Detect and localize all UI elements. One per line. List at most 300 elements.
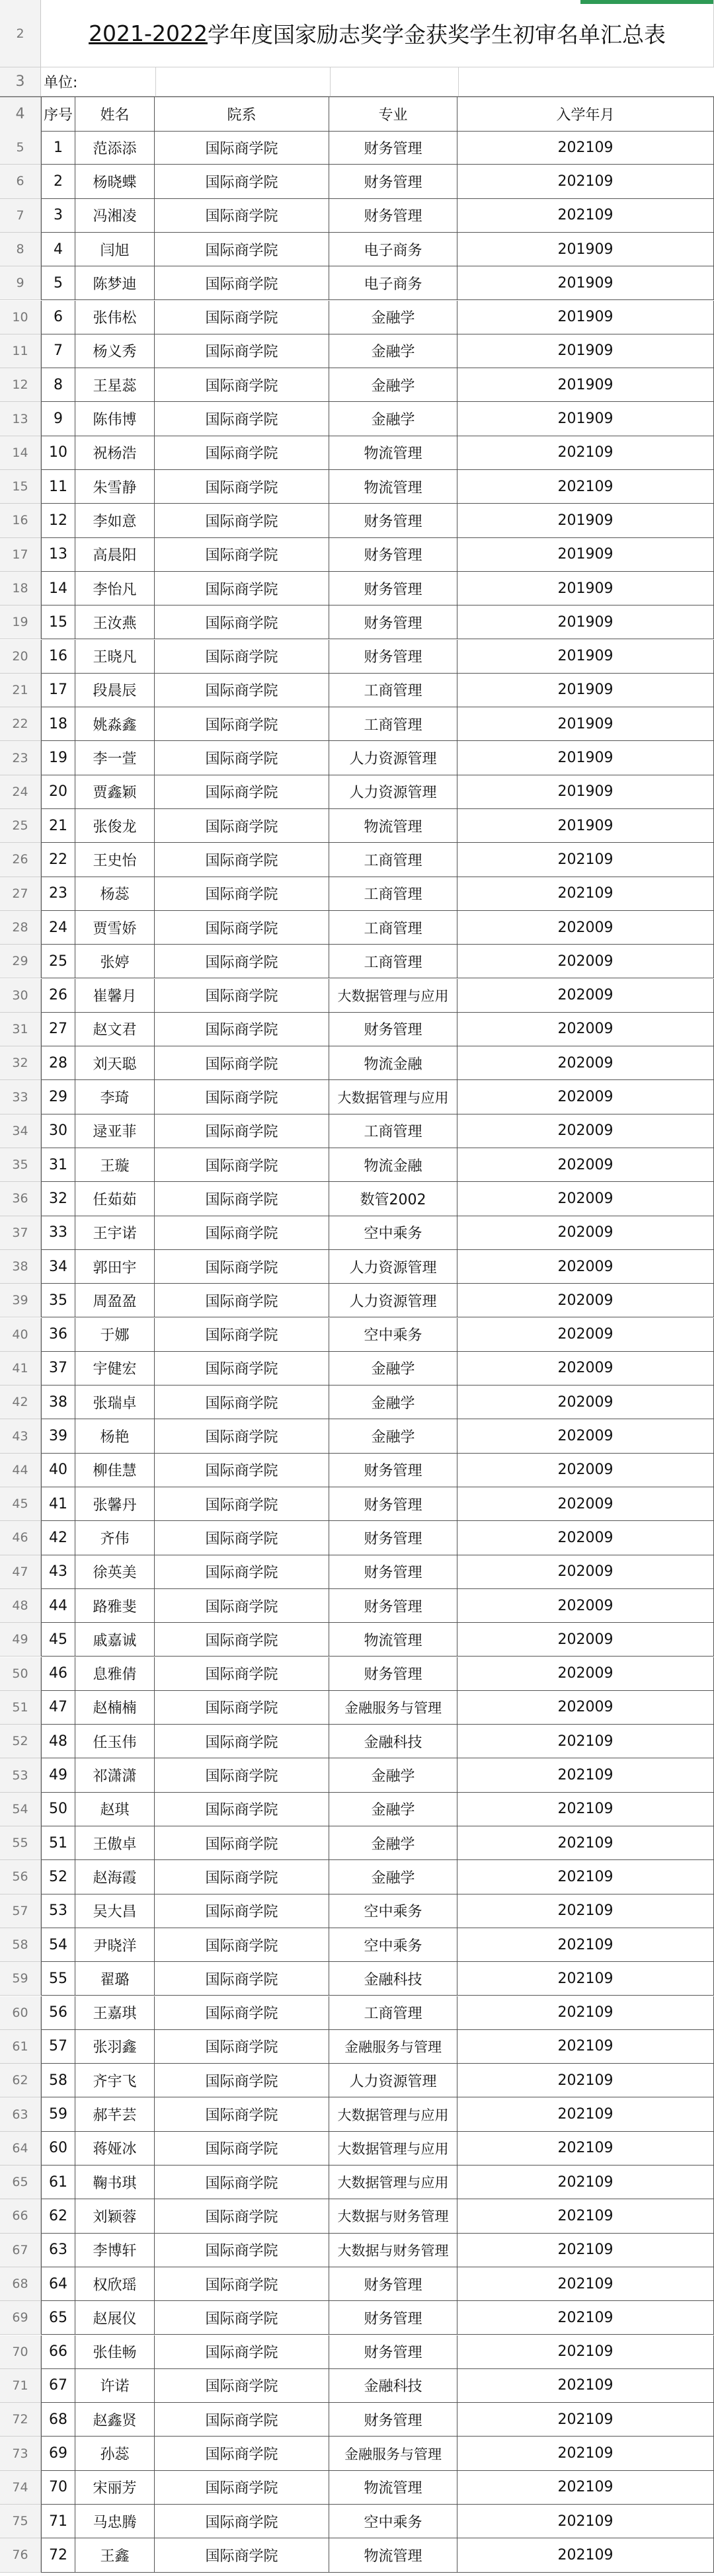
major-cell[interactable]: 财务管理	[329, 1555, 457, 1589]
name-cell[interactable]: 赵楠楠	[75, 1691, 155, 1725]
row-number[interactable]: 63	[0, 2097, 41, 2131]
index-cell[interactable]: 68	[41, 2403, 75, 2437]
row-number[interactable]: 65	[0, 2166, 41, 2199]
name-cell[interactable]: 王星蕊	[75, 368, 155, 402]
major-cell[interactable]: 工商管理	[329, 1996, 457, 2030]
department-cell[interactable]: 国际商学院	[155, 741, 329, 775]
name-cell[interactable]: 尹晓洋	[75, 1928, 155, 1962]
row-number[interactable]: 35	[0, 1148, 41, 1182]
index-cell[interactable]: 64	[41, 2267, 75, 2301]
name-cell[interactable]: 周盈盈	[75, 1284, 155, 1317]
major-cell[interactable]: 大数据管理与应用	[329, 2097, 457, 2131]
major-cell[interactable]: 财务管理	[329, 605, 457, 639]
index-cell[interactable]: 19	[41, 741, 75, 775]
name-cell[interactable]: 徐英美	[75, 1555, 155, 1589]
major-cell[interactable]: 金融学	[329, 368, 457, 402]
column-header-department[interactable]: 院系	[155, 97, 329, 132]
row-number[interactable]: 44	[0, 1454, 41, 1487]
enrollment-cell[interactable]: 202109	[457, 2538, 714, 2572]
department-cell[interactable]: 国际商学院	[155, 2471, 329, 2505]
department-cell[interactable]: 国际商学院	[155, 775, 329, 809]
name-cell[interactable]: 杨蕊	[75, 877, 155, 911]
row-number[interactable]: 68	[0, 2267, 41, 2301]
name-cell[interactable]: 冯湘凌	[75, 199, 155, 233]
row-number[interactable]: 3	[0, 67, 41, 97]
empty-cell[interactable]	[459, 67, 714, 97]
name-cell[interactable]: 王晓凡	[75, 640, 155, 674]
index-cell[interactable]: 26	[41, 979, 75, 1013]
enrollment-cell[interactable]: 201909	[457, 707, 714, 741]
department-cell[interactable]: 国际商学院	[155, 1013, 329, 1046]
department-cell[interactable]: 国际商学院	[155, 809, 329, 843]
major-cell[interactable]: 电子商务	[329, 233, 457, 266]
row-number[interactable]: 51	[0, 1691, 41, 1725]
department-cell[interactable]: 国际商学院	[155, 1758, 329, 1792]
name-cell[interactable]: 逯亚菲	[75, 1114, 155, 1148]
major-cell[interactable]: 工商管理	[329, 707, 457, 741]
major-cell[interactable]: 金融学	[329, 1826, 457, 1860]
name-cell[interactable]: 李如意	[75, 504, 155, 537]
department-cell[interactable]: 国际商学院	[155, 674, 329, 707]
enrollment-cell[interactable]: 202109	[457, 1996, 714, 2030]
department-cell[interactable]: 国际商学院	[155, 911, 329, 945]
enrollment-cell[interactable]: 202009	[457, 1182, 714, 1216]
department-cell[interactable]: 国际商学院	[155, 1216, 329, 1250]
major-cell[interactable]: 物流金融	[329, 1148, 457, 1182]
enrollment-cell[interactable]: 202009	[457, 911, 714, 945]
index-cell[interactable]: 35	[41, 1284, 75, 1317]
major-cell[interactable]: 财务管理	[329, 1487, 457, 1521]
enrollment-cell[interactable]: 202109	[457, 2199, 714, 2233]
name-cell[interactable]: 李怡凡	[75, 572, 155, 605]
name-cell[interactable]: 陈伟博	[75, 402, 155, 436]
index-cell[interactable]: 18	[41, 707, 75, 741]
major-cell[interactable]: 物流管理	[329, 436, 457, 470]
sheet-title[interactable]	[41, 0, 714, 67]
row-number[interactable]: 19	[0, 605, 41, 639]
enrollment-cell[interactable]: 201909	[457, 538, 714, 572]
name-cell[interactable]: 祝杨浩	[75, 436, 155, 470]
name-cell[interactable]: 王嘉琪	[75, 1996, 155, 2030]
department-cell[interactable]: 国际商学院	[155, 504, 329, 537]
index-cell[interactable]: 46	[41, 1657, 75, 1691]
index-cell[interactable]: 38	[41, 1386, 75, 1419]
major-cell[interactable]: 空中乘务	[329, 1216, 457, 1250]
index-cell[interactable]: 58	[41, 2064, 75, 2097]
name-cell[interactable]: 王宇诺	[75, 1216, 155, 1250]
index-cell[interactable]: 17	[41, 674, 75, 707]
row-number[interactable]: 67	[0, 2234, 41, 2267]
enrollment-cell[interactable]: 202009	[457, 1114, 714, 1148]
row-number[interactable]: 27	[0, 877, 41, 911]
name-cell[interactable]: 息雅倩	[75, 1657, 155, 1691]
department-cell[interactable]: 国际商学院	[155, 131, 329, 165]
index-cell[interactable]: 41	[41, 1487, 75, 1521]
index-cell[interactable]: 7	[41, 334, 75, 368]
major-cell[interactable]: 人力资源管理	[329, 1250, 457, 1284]
row-number[interactable]: 6	[0, 165, 41, 198]
enrollment-cell[interactable]: 201909	[457, 368, 714, 402]
department-cell[interactable]: 国际商学院	[155, 2097, 329, 2131]
enrollment-cell[interactable]: 201909	[457, 233, 714, 266]
name-cell[interactable]: 杨晓蝶	[75, 165, 155, 198]
name-cell[interactable]: 许诺	[75, 2369, 155, 2403]
index-cell[interactable]: 40	[41, 1454, 75, 1487]
empty-cell[interactable]	[156, 67, 331, 97]
row-number[interactable]: 41	[0, 1352, 41, 1386]
name-cell[interactable]: 翟璐	[75, 1962, 155, 1996]
department-cell[interactable]: 国际商学院	[155, 1691, 329, 1725]
name-cell[interactable]: 闫旭	[75, 233, 155, 266]
enrollment-cell[interactable]: 202009	[457, 1352, 714, 1386]
row-number[interactable]: 73	[0, 2437, 41, 2470]
enrollment-cell[interactable]: 202009	[457, 1148, 714, 1182]
name-cell[interactable]: 马忠腾	[75, 2505, 155, 2538]
department-cell[interactable]: 国际商学院	[155, 2064, 329, 2097]
name-cell[interactable]: 张婷	[75, 945, 155, 978]
department-cell[interactable]: 国际商学院	[155, 2403, 329, 2437]
index-cell[interactable]: 20	[41, 775, 75, 809]
major-cell[interactable]: 物流管理	[329, 809, 457, 843]
department-cell[interactable]: 国际商学院	[155, 2132, 329, 2166]
department-cell[interactable]: 国际商学院	[155, 436, 329, 470]
index-cell[interactable]: 54	[41, 1928, 75, 1962]
name-cell[interactable]: 任玉伟	[75, 1725, 155, 1758]
department-cell[interactable]: 国际商学院	[155, 266, 329, 300]
department-cell[interactable]: 国际商学院	[155, 2437, 329, 2470]
enrollment-cell[interactable]: 202109	[457, 470, 714, 504]
enrollment-cell[interactable]: 201909	[457, 605, 714, 639]
name-cell[interactable]: 李一萱	[75, 741, 155, 775]
index-cell[interactable]: 32	[41, 1182, 75, 1216]
name-cell[interactable]: 王璇	[75, 1148, 155, 1182]
major-cell[interactable]: 人力资源管理	[329, 1284, 457, 1317]
department-cell[interactable]: 国际商学院	[155, 233, 329, 266]
major-cell[interactable]: 金融学	[329, 402, 457, 436]
major-cell[interactable]: 财务管理	[329, 199, 457, 233]
name-cell[interactable]: 刘天聪	[75, 1046, 155, 1080]
index-cell[interactable]: 5	[41, 266, 75, 300]
enrollment-cell[interactable]: 201909	[457, 266, 714, 300]
enrollment-cell[interactable]: 202109	[457, 2030, 714, 2064]
major-cell[interactable]: 金融学	[329, 1419, 457, 1453]
row-number[interactable]: 18	[0, 572, 41, 605]
index-cell[interactable]: 8	[41, 368, 75, 402]
row-number[interactable]: 31	[0, 1013, 41, 1046]
row-number[interactable]: 71	[0, 2369, 41, 2403]
name-cell[interactable]: 李博轩	[75, 2234, 155, 2267]
unit-label[interactable]: 单位:	[41, 67, 156, 97]
row-number[interactable]: 45	[0, 1487, 41, 1521]
name-cell[interactable]: 张羽鑫	[75, 2030, 155, 2064]
department-cell[interactable]: 国际商学院	[155, 402, 329, 436]
major-cell[interactable]: 大数据管理与应用	[329, 979, 457, 1013]
name-cell[interactable]: 贾鑫颖	[75, 775, 155, 809]
index-cell[interactable]: 31	[41, 1148, 75, 1182]
index-cell[interactable]: 3	[41, 199, 75, 233]
index-cell[interactable]: 4	[41, 233, 75, 266]
department-cell[interactable]: 国际商学院	[155, 1182, 329, 1216]
name-cell[interactable]: 张馨丹	[75, 1487, 155, 1521]
major-cell[interactable]: 金融科技	[329, 2369, 457, 2403]
index-cell[interactable]: 48	[41, 1725, 75, 1758]
major-cell[interactable]: 财务管理	[329, 1657, 457, 1691]
department-cell[interactable]: 国际商学院	[155, 1352, 329, 1386]
major-cell[interactable]: 金融学	[329, 1352, 457, 1386]
row-number[interactable]: 25	[0, 809, 41, 843]
row-number[interactable]: 20	[0, 640, 41, 674]
name-cell[interactable]: 杨义秀	[75, 334, 155, 368]
department-cell[interactable]: 国际商学院	[155, 1623, 329, 1657]
major-cell[interactable]: 物流管理	[329, 2538, 457, 2572]
row-number[interactable]: 66	[0, 2199, 41, 2233]
major-cell[interactable]: 金融学	[329, 1386, 457, 1419]
department-cell[interactable]: 国际商学院	[155, 707, 329, 741]
enrollment-cell[interactable]: 201909	[457, 402, 714, 436]
row-number[interactable]: 40	[0, 1318, 41, 1352]
row-number[interactable]: 70	[0, 2335, 41, 2369]
enrollment-cell[interactable]: 202109	[457, 2403, 714, 2437]
name-cell[interactable]: 权欣瑶	[75, 2267, 155, 2301]
major-cell[interactable]: 物流金融	[329, 1046, 457, 1080]
major-cell[interactable]: 财务管理	[329, 1454, 457, 1487]
enrollment-cell[interactable]: 202009	[457, 1555, 714, 1589]
row-number[interactable]: 64	[0, 2132, 41, 2166]
column-header-enrollment[interactable]: 入学年月	[457, 97, 714, 132]
enrollment-cell[interactable]: 202109	[457, 1894, 714, 1928]
index-cell[interactable]: 70	[41, 2471, 75, 2505]
enrollment-cell[interactable]: 202009	[457, 1589, 714, 1623]
major-cell[interactable]: 物流管理	[329, 1623, 457, 1657]
enrollment-cell[interactable]: 202109	[457, 2132, 714, 2166]
enrollment-cell[interactable]: 202109	[457, 2505, 714, 2538]
row-number[interactable]: 49	[0, 1623, 41, 1657]
enrollment-cell[interactable]: 202109	[457, 436, 714, 470]
row-number[interactable]: 15	[0, 470, 41, 504]
index-cell[interactable]: 69	[41, 2437, 75, 2470]
row-number[interactable]: 30	[0, 979, 41, 1013]
enrollment-cell[interactable]: 202109	[457, 2267, 714, 2301]
name-cell[interactable]: 张佳畅	[75, 2335, 155, 2369]
department-cell[interactable]: 国际商学院	[155, 2301, 329, 2335]
column-header-name[interactable]: 姓名	[75, 97, 155, 132]
index-cell[interactable]: 21	[41, 809, 75, 843]
name-cell[interactable]: 张瑞卓	[75, 1386, 155, 1419]
row-number[interactable]: 34	[0, 1114, 41, 1148]
index-cell[interactable]: 47	[41, 1691, 75, 1725]
department-cell[interactable]: 国际商学院	[155, 1521, 329, 1555]
department-cell[interactable]: 国际商学院	[155, 1826, 329, 1860]
row-number[interactable]: 24	[0, 775, 41, 809]
enrollment-cell[interactable]: 202009	[457, 1318, 714, 1352]
department-cell[interactable]: 国际商学院	[155, 301, 329, 334]
index-cell[interactable]: 9	[41, 402, 75, 436]
index-cell[interactable]: 14	[41, 572, 75, 605]
column-header-major[interactable]: 专业	[329, 97, 457, 132]
name-cell[interactable]: 齐伟	[75, 1521, 155, 1555]
name-cell[interactable]: 郝芊芸	[75, 2097, 155, 2131]
row-number[interactable]: 37	[0, 1216, 41, 1250]
major-cell[interactable]: 财务管理	[329, 2267, 457, 2301]
row-number[interactable]: 46	[0, 1521, 41, 1555]
major-cell[interactable]: 金融服务与管理	[329, 1691, 457, 1725]
department-cell[interactable]: 国际商学院	[155, 334, 329, 368]
major-cell[interactable]: 大数据与财务管理	[329, 2199, 457, 2233]
major-cell[interactable]: 金融服务与管理	[329, 2030, 457, 2064]
index-cell[interactable]: 34	[41, 1250, 75, 1284]
major-cell[interactable]: 大数据管理与应用	[329, 2132, 457, 2166]
row-number[interactable]: 28	[0, 911, 41, 945]
row-number[interactable]: 42	[0, 1386, 41, 1419]
department-cell[interactable]: 国际商学院	[155, 572, 329, 605]
major-cell[interactable]: 财务管理	[329, 640, 457, 674]
major-cell[interactable]: 工商管理	[329, 1114, 457, 1148]
enrollment-cell[interactable]: 201909	[457, 301, 714, 334]
major-cell[interactable]: 财务管理	[329, 2335, 457, 2369]
name-cell[interactable]: 王鑫	[75, 2538, 155, 2572]
row-number[interactable]: 22	[0, 707, 41, 741]
row-number[interactable]: 61	[0, 2030, 41, 2064]
index-cell[interactable]: 28	[41, 1046, 75, 1080]
department-cell[interactable]: 国际商学院	[155, 877, 329, 911]
row-number[interactable]: 57	[0, 1894, 41, 1928]
row-number[interactable]: 55	[0, 1826, 41, 1860]
index-cell[interactable]: 2	[41, 165, 75, 198]
enrollment-cell[interactable]: 202009	[457, 945, 714, 978]
enrollment-cell[interactable]: 202009	[457, 1691, 714, 1725]
enrollment-cell[interactable]: 202109	[457, 165, 714, 198]
row-number[interactable]: 58	[0, 1928, 41, 1962]
department-cell[interactable]: 国际商学院	[155, 843, 329, 877]
row-number[interactable]: 9	[0, 266, 41, 300]
department-cell[interactable]: 国际商学院	[155, 1725, 329, 1758]
department-cell[interactable]: 国际商学院	[155, 2166, 329, 2199]
department-cell[interactable]: 国际商学院	[155, 1894, 329, 1928]
department-cell[interactable]: 国际商学院	[155, 1046, 329, 1080]
name-cell[interactable]: 王傲卓	[75, 1826, 155, 1860]
index-cell[interactable]: 59	[41, 2097, 75, 2131]
name-cell[interactable]: 杨艳	[75, 1419, 155, 1453]
row-number[interactable]: 23	[0, 741, 41, 775]
row-number[interactable]: 29	[0, 945, 41, 978]
department-cell[interactable]: 国际商学院	[155, 2234, 329, 2267]
name-cell[interactable]: 张俊龙	[75, 809, 155, 843]
enrollment-cell[interactable]: 202109	[457, 2097, 714, 2131]
major-cell[interactable]: 物流管理	[329, 470, 457, 504]
department-cell[interactable]: 国际商学院	[155, 2369, 329, 2403]
enrollment-cell[interactable]: 202109	[457, 2471, 714, 2505]
index-cell[interactable]: 45	[41, 1623, 75, 1657]
row-number[interactable]: 54	[0, 1793, 41, 1826]
department-cell[interactable]: 国际商学院	[155, 1555, 329, 1589]
row-number[interactable]: 69	[0, 2301, 41, 2335]
department-cell[interactable]: 国际商学院	[155, 2505, 329, 2538]
enrollment-cell[interactable]: 202009	[457, 1080, 714, 1114]
row-number[interactable]: 5	[0, 131, 41, 165]
row-number[interactable]: 17	[0, 538, 41, 572]
name-cell[interactable]: 赵海霞	[75, 1860, 155, 1894]
index-cell[interactable]: 11	[41, 470, 75, 504]
major-cell[interactable]: 金融科技	[329, 1725, 457, 1758]
department-cell[interactable]: 国际商学院	[155, 2199, 329, 2233]
major-cell[interactable]: 工商管理	[329, 877, 457, 911]
department-cell[interactable]: 国际商学院	[155, 1386, 329, 1419]
department-cell[interactable]: 国际商学院	[155, 1589, 329, 1623]
row-number[interactable]: 21	[0, 674, 41, 707]
name-cell[interactable]: 赵展仪	[75, 2301, 155, 2335]
department-cell[interactable]: 国际商学院	[155, 2267, 329, 2301]
name-cell[interactable]: 孙蕊	[75, 2437, 155, 2470]
major-cell[interactable]: 人力资源管理	[329, 775, 457, 809]
row-number[interactable]: 76	[0, 2538, 41, 2572]
enrollment-cell[interactable]: 201909	[457, 504, 714, 537]
name-cell[interactable]: 李琦	[75, 1080, 155, 1114]
major-cell[interactable]: 金融学	[329, 1758, 457, 1792]
enrollment-cell[interactable]: 202109	[457, 1928, 714, 1962]
major-cell[interactable]: 大数据管理与应用	[329, 2166, 457, 2199]
department-cell[interactable]: 国际商学院	[155, 945, 329, 978]
enrollment-cell[interactable]: 202109	[457, 2234, 714, 2267]
enrollment-cell[interactable]: 202009	[457, 1454, 714, 1487]
major-cell[interactable]: 人力资源管理	[329, 2064, 457, 2097]
department-cell[interactable]: 国际商学院	[155, 1928, 329, 1962]
name-cell[interactable]: 崔馨月	[75, 979, 155, 1013]
name-cell[interactable]: 王汝燕	[75, 605, 155, 639]
name-cell[interactable]: 张伟松	[75, 301, 155, 334]
index-cell[interactable]: 12	[41, 504, 75, 537]
row-number[interactable]: 14	[0, 436, 41, 470]
index-cell[interactable]: 51	[41, 1826, 75, 1860]
index-cell[interactable]: 25	[41, 945, 75, 978]
index-cell[interactable]: 22	[41, 843, 75, 877]
index-cell[interactable]: 56	[41, 1996, 75, 2030]
department-cell[interactable]: 国际商学院	[155, 1114, 329, 1148]
enrollment-cell[interactable]: 202009	[457, 1284, 714, 1317]
index-cell[interactable]: 63	[41, 2234, 75, 2267]
index-cell[interactable]: 57	[41, 2030, 75, 2064]
department-cell[interactable]: 国际商学院	[155, 1657, 329, 1691]
name-cell[interactable]: 宇健宏	[75, 1352, 155, 1386]
row-number[interactable]: 32	[0, 1046, 41, 1080]
index-cell[interactable]: 24	[41, 911, 75, 945]
enrollment-cell[interactable]: 201909	[457, 572, 714, 605]
enrollment-cell[interactable]: 202109	[457, 877, 714, 911]
enrollment-cell[interactable]: 201909	[457, 674, 714, 707]
row-number[interactable]: 60	[0, 1996, 41, 2030]
row-number[interactable]: 43	[0, 1419, 41, 1453]
row-number[interactable]: 56	[0, 1860, 41, 1894]
major-cell[interactable]: 财务管理	[329, 1589, 457, 1623]
enrollment-cell[interactable]: 202009	[457, 1013, 714, 1046]
major-cell[interactable]: 人力资源管理	[329, 741, 457, 775]
index-cell[interactable]: 23	[41, 877, 75, 911]
major-cell[interactable]: 财务管理	[329, 572, 457, 605]
major-cell[interactable]: 财务管理	[329, 131, 457, 165]
index-cell[interactable]: 29	[41, 1080, 75, 1114]
name-cell[interactable]: 赵文君	[75, 1013, 155, 1046]
name-cell[interactable]: 贾雪娇	[75, 911, 155, 945]
enrollment-cell[interactable]: 201909	[457, 741, 714, 775]
department-cell[interactable]: 国际商学院	[155, 1962, 329, 1996]
major-cell[interactable]: 空中乘务	[329, 1318, 457, 1352]
name-cell[interactable]: 赵琪	[75, 1793, 155, 1826]
index-cell[interactable]: 44	[41, 1589, 75, 1623]
department-cell[interactable]: 国际商学院	[155, 2538, 329, 2572]
department-cell[interactable]: 国际商学院	[155, 1793, 329, 1826]
major-cell[interactable]: 财务管理	[329, 504, 457, 537]
name-cell[interactable]: 任茹茹	[75, 1182, 155, 1216]
row-number[interactable]: 4	[0, 97, 41, 132]
